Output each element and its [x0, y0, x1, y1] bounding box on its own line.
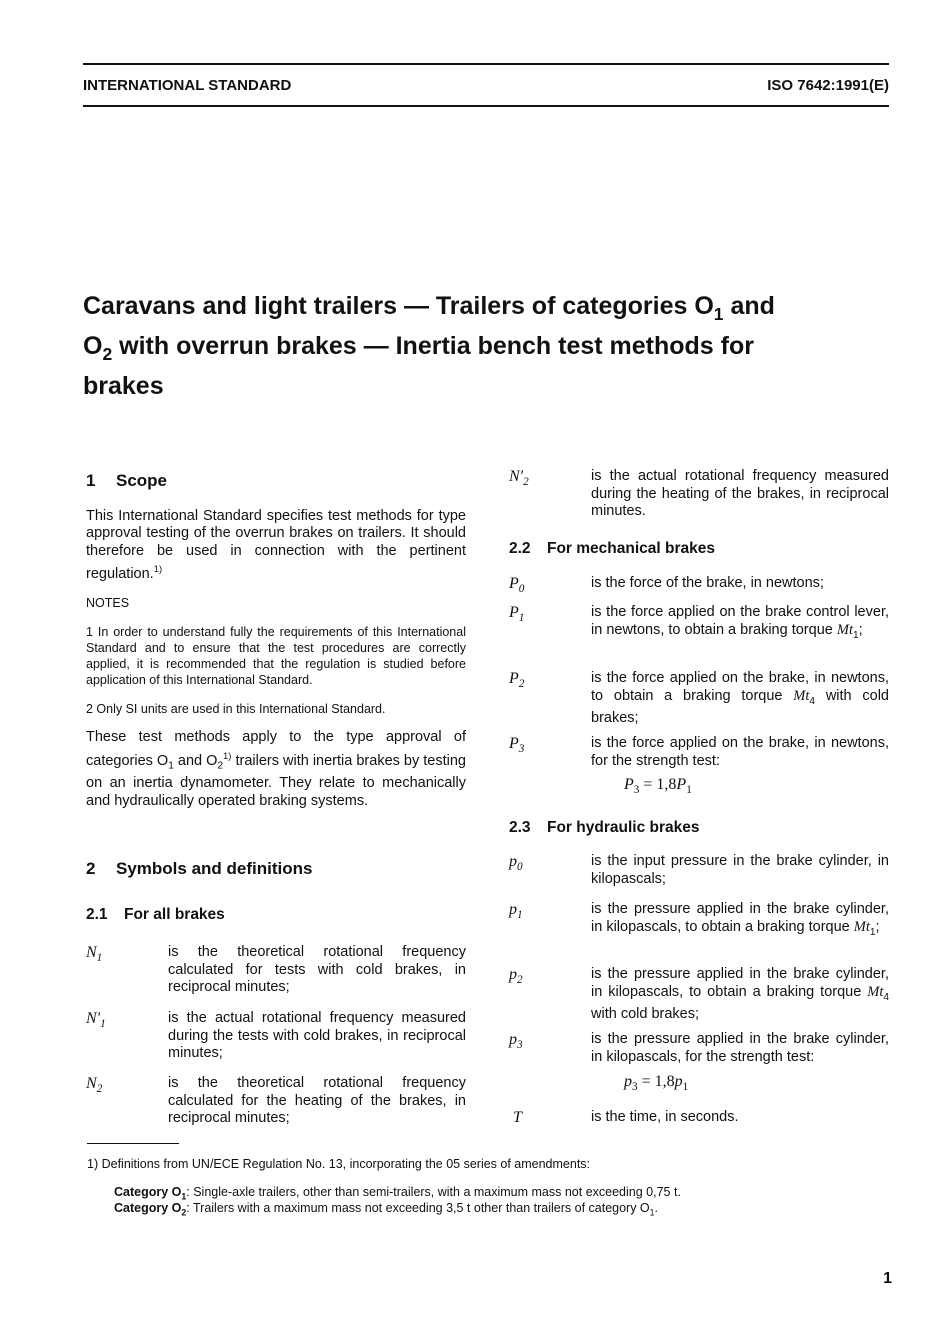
definition-P2: is the force applied on the brake, in newtons, to obtain a braking torque $Mt_4$ with cold brakes; — [591, 670, 889, 726]
footnote-category-o1: Category $O_1$: Single-axle trailers, other than semi-trailers, with a maximum mass not exceeding 0,75 t. — [114, 1185, 681, 1202]
formula-P3: $P_3 = 1,8P_1$ — [624, 776, 692, 797]
definition-N2: is the theoretical rotational frequency calculated for the heating of the brakes, in reciprocal minutes; — [168, 1075, 466, 1126]
definition-p1: is the pressure applied in the brake cylinder, in kilopascals, to obtain a braking torque $Mt_1$; — [591, 901, 889, 938]
left-column — [86, 472, 466, 810]
definition-p2: is the pressure applied in the brake cylinder, in kilopascals, to obtain a braking torque $Mt_4$ with cold brakes; — [591, 966, 889, 1022]
scope-paragraph-2: These test methods apply to the type approval of categories $O_1$ and $O_2^{1)}$ trailers with inertia brakes by testing on an inertia dynamometer. They relate to mechanically and hydraulically operated braking systems. — [86, 729, 466, 809]
note-1: 1 In order to understand fully the requirements of this International Standard and to ensure that the test procedures are correctly applied, it is recommended that the regulation is studied before application of this International Standard. — [86, 625, 466, 688]
top-rule — [83, 63, 889, 65]
header-left: INTERNATIONAL STANDARD — [83, 77, 292, 94]
symbol-N-prime-2: $N'_2$ — [509, 468, 529, 489]
header-right: ISO 7642:1991(E) — [767, 77, 889, 94]
note-2: 2 Only SI units are used in this International Standard. — [86, 702, 386, 717]
definition-p3: is the pressure applied in the brake cylinder, in kilopascals, for the strength test: — [591, 1031, 889, 1065]
symbol-P1: $P_1$ — [509, 604, 525, 625]
definition-N1: is the theoretical rotational frequency calculated for tests with cold brakes, in reciprocal minutes; — [168, 944, 466, 995]
footnote-1: 1) Definitions from UN/ECE Regulation No. 13, incorporating the 05 series of amendments: — [87, 1157, 591, 1171]
notes-label: NOTES — [86, 596, 130, 611]
formula-p3: $p_3 = 1,8p_1$ — [624, 1073, 689, 1094]
symbol-p1: $p_1$ — [509, 901, 523, 922]
symbol-N2: $N_2$ — [86, 1075, 103, 1096]
symbol-p3: $p_3$ — [509, 1031, 523, 1052]
header-rule — [83, 105, 889, 107]
section-heading-scope: 1 Scope — [86, 471, 168, 490]
symbol-T: T — [513, 1109, 522, 1126]
symbol-p2: $p_2$ — [509, 966, 523, 987]
scope-paragraph: This International Standard specifies test methods for type approval testing of the overrun brakes on trailers. It should therefore be used in connection with the pertinent regulation.$^{1)}$ — [86, 507, 466, 582]
definition-P3: is the force applied on the brake, in newtons, for the strength test: — [591, 735, 889, 769]
subsection-heading-2-3: 2.3 For hydraulic brakes — [509, 819, 700, 836]
definition-p0: is the input pressure in the brake cylinder, in kilopascals; — [591, 853, 889, 887]
definition-P0: is the force of the brake, in newtons; — [591, 575, 824, 591]
footnote-rule — [87, 1143, 179, 1144]
page-number: 1 — [883, 1270, 892, 1287]
symbol-P0: $P_0$ — [509, 575, 525, 596]
definition-N-prime-2: is the actual rotational frequency measured during the heating of the brakes, in reciprocal minutes. — [591, 468, 889, 519]
document-title: Caravans and light trailers — Trailers of categories $O_1$ and $O_2$ with overrun brakes — Inertia bench test methods for brakes — [83, 292, 775, 400]
subsection-heading-2-2: 2.2 For mechanical brakes — [509, 540, 715, 557]
symbol-P3: $P_3$ — [509, 735, 525, 756]
footnote-category-o2: Category $O_2$: Trailers with a maximum mass not exceeding 3,5 t other than trailers of category $O_1$. — [114, 1201, 659, 1218]
symbol-P2: $P_2$ — [509, 670, 525, 691]
definition-N-prime-1: is the actual rotational frequency measured during the tests with cold brakes, in reciprocal minutes; — [168, 1010, 466, 1061]
definition-P1: is the force applied on the brake control lever, in newtons, to obtain a braking torque $Mt_1$; — [591, 604, 889, 641]
definition-T: is the time, in seconds. — [591, 1109, 739, 1125]
section-heading-symbols: 2 Symbols and definitions — [86, 859, 313, 878]
symbol-N1: $N_1$ — [86, 944, 103, 965]
symbol-p0: $p_0$ — [509, 853, 523, 874]
subsection-heading-2-1: 2.1 For all brakes — [86, 906, 225, 923]
symbol-N-prime-1: $N'_1$ — [86, 1010, 106, 1031]
